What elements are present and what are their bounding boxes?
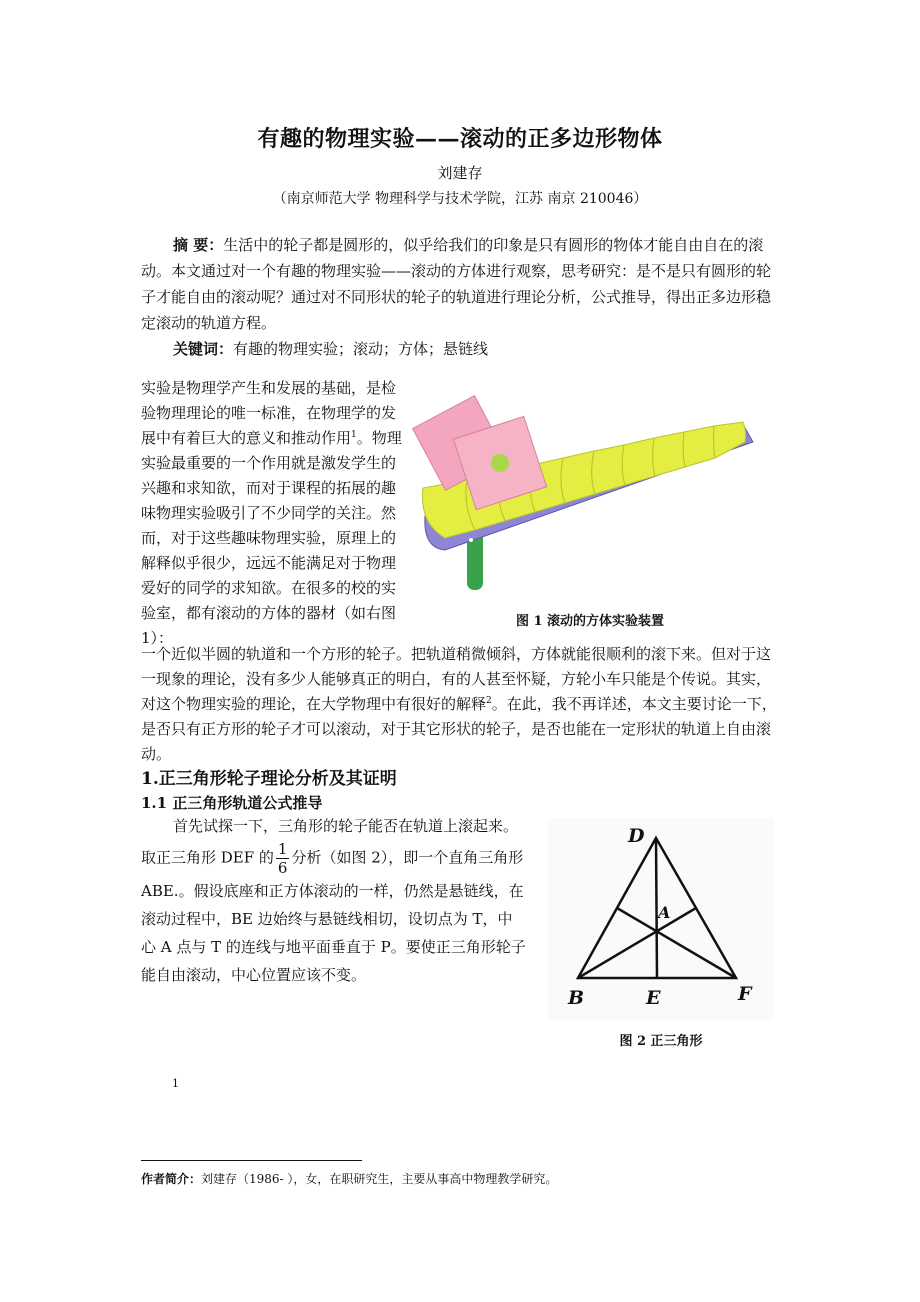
abstract-label: 摘 要： <box>173 236 224 254</box>
abstract-text: 生活中的轮子都是圆形的，似乎给我们的印象是只有圆形的物体才能自由自在的滚动。本文通过对一个有趣的物理实验——滚动的方体进行观察，思考研究：是不是只有圆形的轮子才能自由的滚动呢？通过对不同形状的轮子的轨道进行理论分析，公式推导，得出正多边形稳定滚动的轨道方程。 <box>141 236 772 332</box>
footnote-label: 作者简介： <box>141 1172 202 1186</box>
section-1-heading: 1.正三角形轮子理论分析及其证明 <box>141 769 397 789</box>
keywords-paragraph <box>141 336 783 362</box>
paper-title: 有趣的物理实验——滚动的正多边形物体 <box>257 126 663 152</box>
vertex-label-B: B <box>568 987 585 1009</box>
citation-1: 1 <box>351 430 357 440</box>
figure-2-equilateral-triangle <box>548 818 774 1020</box>
vertex-label-F: F <box>738 983 752 1005</box>
intro-text-3: 一个近似半圆的轨道和一个方形的轮子。把轨道稍微倾斜，方体就能很顺利的滚下来。但对于这一现象的理论，没有多少人能够真正的明白，有的人甚至怀疑，方轮小车只能是个传说。其实，对这个物理实验的理论，在大学物理中有很好的解释 <box>141 645 772 713</box>
figure-2-caption: 图 2 正三角形 <box>619 1034 703 1049</box>
vertex-label-D: D <box>628 825 645 847</box>
fraction-numerator: 1 <box>277 840 288 858</box>
keywords-label: 关键词： <box>173 340 234 358</box>
keywords-text: 有趣的物理实验；滚动；方体；悬链线 <box>233 340 489 358</box>
vertex-label-E: E <box>646 987 661 1009</box>
section-1-1-heading: 1.1 正三角形轨道公式推导 <box>141 794 323 812</box>
author-affiliation: （南京师范大学 物理科学与技术学院，江苏 南京 210046） <box>272 191 648 207</box>
abstract-block <box>141 232 783 362</box>
fraction-denominator: 6 <box>277 859 288 877</box>
citation-2: 2 <box>486 696 492 706</box>
footnote-divider <box>141 1160 362 1161</box>
fraction-one-sixth <box>276 840 290 877</box>
author-footnote <box>141 1170 557 1187</box>
intro-text-4: 。在此，我不再详述，本文主要讨论一下，是否只有正方形的轮子才可以滚动，对于其它形状的轮子，是否也能在一定形状的轨道上自由滚动。 <box>141 695 777 763</box>
intro-text-2: 。物理实验最重要的一个作用就是激发学生的兴趣和求知欲，而对于课程的拓展的趣味物理实验吸引了不少同学的关注。然而，对于这些趣味物理实验，原理上的解释似乎很少，远远不能满足对于物理爱好的同学的求知欲。在很多的校的实验室，都有滚动的方体的器材（如右图 1）： <box>141 429 402 647</box>
footnote-text: 刘建存（1986- ），女，在职研究生，主要从事高中物理教学研究。 <box>201 1172 558 1186</box>
figure-1-rolling-cube-apparatus <box>405 388 775 603</box>
figure-1-caption: 图 1 滚动的方体实验装置 <box>515 614 665 629</box>
intro-paragraph-full <box>141 642 783 767</box>
intro-paragraph-left <box>141 376 405 651</box>
section-1-1-text-b: 分析（如图 2），即一个直角三角形 ABE.。假设底座和正方体滚动的一样，仍然是悬链线，在滚动过程中，BE 边始终与悬链线相切，设切点为 T，中心 A 点与 T 的连线与地平面垂直于 P。要使正三角形轮子能自由滚动，中心位置应该不变。 <box>141 848 526 984</box>
author-name: 刘建存 <box>437 164 483 182</box>
section-1-1-body <box>141 812 526 989</box>
section-1-1-text-a: 首先试探一下，三角形的轮子能否在轨道上滚起来。取正三角形 DEF 的 <box>141 817 519 867</box>
intro-text-1: 实验是物理学产生和发展的基础，是检验物理理论的唯一标准，在物理学的发展中有着巨大的意义和推动作用 <box>141 379 397 447</box>
abstract-paragraph <box>141 232 783 336</box>
page-number: 1 <box>172 1077 179 1090</box>
center-label-A: A <box>658 903 671 922</box>
